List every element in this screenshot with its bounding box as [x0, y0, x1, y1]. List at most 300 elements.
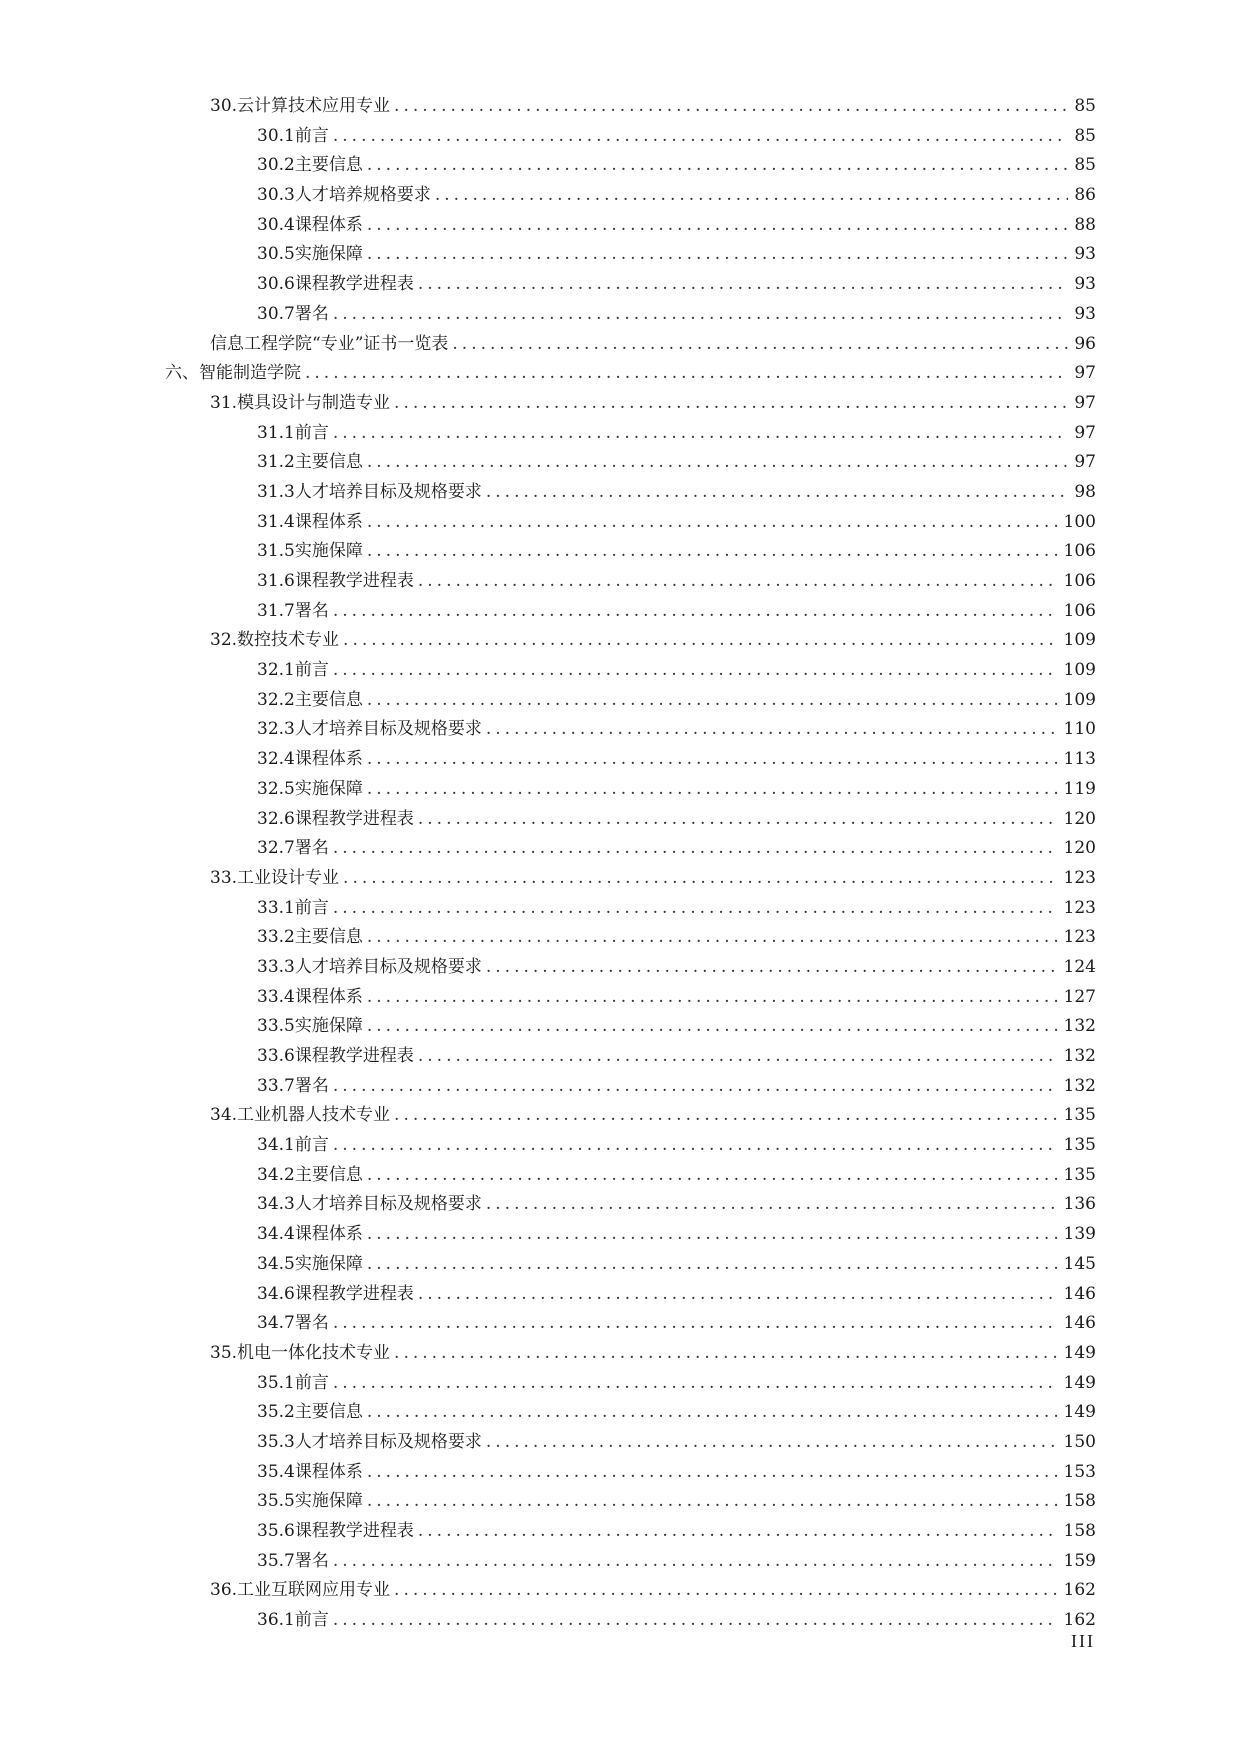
toc-entry-row	[257, 122, 1096, 152]
toc-entry-row	[210, 1576, 1096, 1606]
toc-entry-number: 34.4	[257, 1224, 295, 1245]
toc-entry[interactable]	[0, 537, 1240, 567]
toc-dot-leader	[333, 122, 1069, 152]
toc-entry[interactable]	[0, 656, 1240, 686]
toc-entry[interactable]	[0, 1309, 1240, 1339]
toc-entry-title: 数控技术专业	[237, 630, 340, 651]
toc-entry-row	[257, 1250, 1096, 1280]
toc-entry[interactable]	[0, 864, 1240, 894]
toc-dot-leader	[367, 1220, 1058, 1250]
toc-entry-title: 前言	[294, 1135, 329, 1156]
toc-dot-leader	[486, 953, 1058, 983]
toc-entry-title: 课程体系	[294, 749, 363, 770]
toc-entry-title: 人才培养目标及规格要求	[294, 1194, 482, 1215]
toc-entry-title: 人才培养目标及规格要求	[294, 719, 482, 740]
toc-entry[interactable]	[0, 151, 1240, 181]
toc-entry-page: 146	[1063, 1283, 1096, 1304]
toc-dot-leader	[394, 1101, 1058, 1131]
toc-entry-title: 课程教学进程表	[294, 1046, 414, 1066]
toc-entry-page: 109	[1063, 630, 1096, 651]
toc-entry-number: 30.4	[257, 214, 295, 235]
toc-dot-leader	[367, 508, 1058, 538]
toc-entry-number: 33.6	[257, 1046, 295, 1066]
toc-dot-leader	[367, 1012, 1058, 1042]
toc-entry[interactable]	[0, 300, 1240, 330]
toc-dot-leader	[333, 1369, 1058, 1399]
toc-dot-leader	[418, 1280, 1058, 1310]
toc-entry-page: 136	[1063, 1194, 1096, 1215]
toc-entry[interactable]	[0, 389, 1240, 419]
toc-entry[interactable]	[0, 1042, 1240, 1072]
toc-entry-title: 主要信息	[294, 927, 363, 948]
toc-dot-leader	[333, 1072, 1058, 1102]
toc-entry-row	[210, 1101, 1096, 1131]
toc-entry-row	[257, 1072, 1096, 1102]
toc-entry-row	[257, 478, 1096, 508]
toc-entry-title: 署名	[294, 1075, 329, 1096]
toc-entry-page: 149	[1063, 1402, 1096, 1423]
toc-entry-number: 35.7	[257, 1550, 295, 1571]
toc-entry-row	[257, 953, 1096, 983]
toc-dot-leader	[367, 983, 1058, 1013]
table-of-contents	[0, 92, 1240, 1636]
toc-entry-page: 97	[1074, 363, 1096, 384]
toc-entry[interactable]	[0, 686, 1240, 716]
toc-dot-leader	[367, 1398, 1058, 1428]
toc-entry-number: 32.4	[257, 749, 295, 770]
toc-entry-row	[257, 448, 1096, 478]
toc-entry-number: 32.2	[257, 689, 295, 710]
toc-entry-page: 85	[1074, 96, 1096, 116]
toc-entry-row	[257, 300, 1096, 330]
toc-entry-number: 35.3	[257, 1431, 295, 1452]
toc-entry-page: 162	[1063, 1580, 1096, 1601]
toc-entry-number: 34.6	[257, 1283, 295, 1304]
toc-entry-number: 35.6	[257, 1521, 295, 1541]
toc-entry-page: 159	[1063, 1550, 1096, 1571]
toc-entry-title: 主要信息	[294, 1164, 363, 1185]
toc-entry-number: 33.	[210, 867, 238, 888]
toc-entry-row	[165, 359, 1096, 389]
toc-entry-page: 127	[1063, 986, 1096, 1007]
toc-entry-title: 署名	[294, 600, 329, 621]
toc-entry-page: 85	[1074, 125, 1096, 146]
toc-entry-title: 课程体系	[294, 511, 363, 532]
toc-entry-page: 106	[1063, 541, 1096, 562]
toc-entry-number: 33.5	[257, 1016, 295, 1037]
toc-entry-number: 六、	[165, 363, 199, 384]
toc-entry-number: 32.3	[257, 719, 295, 740]
toc-entry-page: 158	[1063, 1521, 1096, 1541]
page-number-footer: III	[1071, 1631, 1095, 1651]
toc-entry-page: 146	[1063, 1313, 1096, 1334]
toc-dot-leader	[452, 330, 1068, 360]
toc-entry-page: 158	[1063, 1491, 1096, 1512]
toc-entry-row	[257, 419, 1096, 449]
toc-entry-title: 前言	[294, 422, 329, 443]
toc-entry-page: 120	[1063, 838, 1096, 859]
toc-dot-leader	[435, 181, 1069, 211]
toc-entry-page: 93	[1074, 274, 1096, 295]
toc-entry-number: 32.5	[257, 778, 295, 799]
toc-entry-number: 33.4	[257, 986, 295, 1007]
toc-entry-row	[257, 775, 1096, 805]
toc-entry-number: 34.1	[257, 1135, 295, 1156]
toc-entry-number: 31.4	[257, 511, 295, 532]
toc-entry[interactable]	[0, 478, 1240, 508]
toc-entry-page: 135	[1063, 1135, 1096, 1156]
toc-dot-leader	[394, 1576, 1058, 1606]
toc-dot-leader	[333, 1606, 1058, 1636]
toc-entry-page: 132	[1063, 1016, 1096, 1037]
toc-entry[interactable]	[0, 775, 1240, 805]
toc-dot-leader	[333, 597, 1058, 627]
toc-entry-row	[210, 864, 1096, 894]
toc-entry-title: 工业设计专业	[237, 867, 340, 888]
toc-entry-page: 124	[1063, 956, 1096, 977]
toc-entry-row	[257, 211, 1096, 241]
toc-entry-number: 31.1	[257, 422, 295, 443]
toc-entry-title: 实施保障	[294, 541, 363, 562]
toc-entry-row	[257, 1190, 1096, 1220]
toc-entry-page: 86	[1074, 185, 1096, 206]
toc-entry-title: 课程教学进程表	[294, 808, 414, 829]
toc-entry-page: 120	[1063, 808, 1096, 829]
toc-entry-number: 31.5	[257, 541, 295, 562]
toc-entry-page: 93	[1074, 244, 1096, 265]
toc-entry-row	[257, 1012, 1096, 1042]
toc-dot-leader	[418, 1517, 1058, 1547]
toc-entry[interactable]	[0, 508, 1240, 538]
toc-entry-title: 前言	[294, 1372, 329, 1393]
toc-dot-leader	[418, 270, 1069, 300]
toc-entry-number: 33.7	[257, 1075, 295, 1096]
toc-entry[interactable]	[0, 567, 1240, 597]
toc-entry-number: 30.1	[257, 125, 295, 146]
toc-entry-row	[257, 1280, 1096, 1310]
toc-entry-number: 34.3	[257, 1194, 295, 1215]
toc-entry-page: 119	[1063, 778, 1096, 799]
toc-entry[interactable]	[0, 834, 1240, 864]
toc-entry-row	[257, 1042, 1096, 1072]
toc-entry-number: 34.7	[257, 1313, 295, 1334]
toc-entry-row	[257, 567, 1096, 597]
toc-entry-row	[257, 1606, 1096, 1636]
toc-dot-leader	[305, 359, 1068, 389]
toc-entry-row	[257, 1369, 1096, 1399]
toc-dot-leader	[333, 419, 1069, 449]
toc-entry-row	[257, 1428, 1096, 1458]
toc-entry-row	[257, 508, 1096, 538]
toc-dot-leader	[333, 300, 1069, 330]
toc-entry-page: 85	[1074, 155, 1096, 176]
toc-entry[interactable]	[0, 923, 1240, 953]
toc-entry[interactable]	[0, 1606, 1240, 1636]
toc-dot-leader	[367, 1161, 1058, 1191]
toc-entry-row	[210, 389, 1096, 419]
toc-entry-page: 150	[1063, 1431, 1096, 1452]
toc-entry[interactable]	[0, 1547, 1240, 1577]
toc-dot-leader	[367, 1458, 1058, 1488]
toc-entry-number: 34.	[210, 1105, 238, 1126]
toc-entry-title: 署名	[294, 1313, 329, 1334]
toc-entry-row	[210, 1339, 1096, 1369]
toc-entry-title: 工业互联网应用专业	[237, 1580, 391, 1601]
toc-entry-page: 145	[1063, 1253, 1096, 1274]
toc-entry-title: 前言	[294, 125, 329, 146]
toc-entry[interactable]	[0, 92, 1240, 122]
toc-entry-page: 97	[1074, 392, 1096, 413]
toc-entry-number: 36.	[210, 1580, 238, 1601]
toc-dot-leader	[486, 478, 1069, 508]
toc-entry-title: 主要信息	[294, 452, 363, 473]
toc-entry[interactable]	[0, 1487, 1240, 1517]
toc-entry-title: 人才培养规格要求	[294, 185, 431, 206]
toc-entry[interactable]	[0, 1398, 1240, 1428]
toc-entry-row	[257, 240, 1096, 270]
toc-entry-page: 132	[1063, 1046, 1096, 1066]
toc-entry-page: 123	[1063, 867, 1096, 888]
toc-entry-number: 30.7	[257, 303, 295, 324]
toc-entry-number: 32.6	[257, 808, 295, 829]
toc-entry-number: 33.3	[257, 956, 295, 977]
toc-entry[interactable]	[0, 626, 1240, 656]
toc-entry-number: 32.1	[257, 660, 295, 681]
toc-entry-page: 113	[1063, 749, 1096, 770]
toc-dot-leader	[367, 686, 1058, 716]
toc-entry-page: 149	[1063, 1342, 1096, 1363]
toc-entry-title: 主要信息	[294, 155, 363, 176]
toc-entry-number: 36.1	[257, 1610, 295, 1631]
toc-entry-row	[257, 656, 1096, 686]
toc-entry-row	[257, 1131, 1096, 1161]
toc-entry-number: 35.4	[257, 1461, 295, 1482]
toc-entry-row	[257, 1161, 1096, 1191]
toc-entry-row	[257, 805, 1096, 835]
toc-entry-page: 98	[1074, 481, 1096, 502]
toc-dot-leader	[367, 537, 1058, 567]
toc-entry[interactable]	[0, 419, 1240, 449]
toc-entry[interactable]	[0, 359, 1240, 389]
toc-entry[interactable]	[0, 1220, 1240, 1250]
toc-entry-row	[257, 1220, 1096, 1250]
toc-entry-title: 机电一体化技术专业	[237, 1342, 391, 1363]
toc-dot-leader	[367, 151, 1069, 181]
toc-entry-row	[257, 1458, 1096, 1488]
toc-dot-leader	[394, 389, 1068, 419]
toc-entry-number: 35.5	[257, 1491, 295, 1512]
toc-entry-number: 30.2	[257, 155, 295, 176]
toc-entry[interactable]	[0, 1250, 1240, 1280]
toc-entry-page: 153	[1063, 1461, 1096, 1482]
toc-dot-leader	[394, 92, 1068, 122]
toc-entry-row	[210, 330, 1096, 360]
toc-entry-number: 30.	[210, 96, 238, 116]
toc-entry-row	[257, 270, 1096, 300]
toc-entry[interactable]	[0, 745, 1240, 775]
toc-entry-row	[257, 983, 1096, 1013]
toc-entry-title: 课程体系	[294, 986, 363, 1007]
toc-entry-page: 149	[1063, 1372, 1096, 1393]
toc-entry[interactable]	[0, 805, 1240, 835]
toc-entry-number: 33.1	[257, 897, 295, 918]
toc-dot-leader	[343, 626, 1058, 656]
toc-dot-leader	[333, 894, 1058, 924]
toc-dot-leader	[367, 923, 1058, 953]
toc-entry-page: 109	[1063, 660, 1096, 681]
toc-entry[interactable]	[0, 1101, 1240, 1131]
toc-entry-title: 署名	[294, 303, 329, 324]
toc-entry-row	[257, 597, 1096, 627]
toc-entry-title: 署名	[294, 1550, 329, 1571]
toc-entry-page: 110	[1063, 719, 1096, 740]
toc-entry[interactable]	[0, 181, 1240, 211]
toc-entry[interactable]	[0, 1576, 1240, 1606]
toc-entry[interactable]	[0, 270, 1240, 300]
toc-dot-leader	[333, 656, 1058, 686]
toc-dot-leader	[367, 1487, 1058, 1517]
toc-entry-number: 31.7	[257, 600, 295, 621]
toc-entry[interactable]	[0, 1190, 1240, 1220]
toc-entry[interactable]	[0, 953, 1240, 983]
toc-entry-number: 35.	[210, 1342, 238, 1363]
toc-entry-page: 93	[1074, 303, 1096, 324]
toc-dot-leader	[418, 567, 1058, 597]
toc-entry-number: 32.	[210, 630, 238, 651]
toc-entry-number: 31.6	[257, 571, 295, 591]
toc-entry[interactable]	[0, 122, 1240, 152]
toc-entry-title: 课程体系	[294, 1224, 363, 1245]
toc-entry-page: 109	[1063, 689, 1096, 710]
toc-entry-row	[257, 1517, 1096, 1547]
toc-entry-number: 30.3	[257, 185, 295, 206]
toc-dot-leader	[333, 1547, 1058, 1577]
toc-dot-leader	[367, 448, 1069, 478]
toc-entry[interactable]	[0, 1458, 1240, 1488]
toc-entry-title: 课程教学进程表	[294, 1521, 414, 1541]
toc-entry[interactable]	[0, 1072, 1240, 1102]
toc-entry-page: 106	[1063, 571, 1096, 591]
toc-entry[interactable]	[0, 1517, 1240, 1547]
toc-dot-leader	[418, 1042, 1058, 1072]
toc-entry[interactable]	[0, 894, 1240, 924]
toc-entry-number: 35.1	[257, 1372, 295, 1393]
toc-entry[interactable]	[0, 1161, 1240, 1191]
toc-entry-page: 88	[1074, 214, 1096, 235]
toc-entry-page: 97	[1074, 422, 1096, 443]
toc-dot-leader	[486, 715, 1058, 745]
toc-dot-leader	[333, 1131, 1058, 1161]
toc-entry[interactable]	[0, 1012, 1240, 1042]
toc-entry-page: 123	[1063, 897, 1096, 918]
toc-dot-leader	[367, 775, 1058, 805]
toc-entry-row	[210, 92, 1096, 122]
toc-entry[interactable]	[0, 983, 1240, 1013]
toc-entry-title: 前言	[294, 897, 329, 918]
toc-entry[interactable]	[0, 1339, 1240, 1369]
toc-entry[interactable]	[0, 240, 1240, 270]
toc-entry[interactable]	[0, 330, 1240, 360]
toc-entry-title: 课程体系	[294, 214, 363, 235]
toc-entry-row	[257, 686, 1096, 716]
toc-dot-leader	[367, 1250, 1058, 1280]
toc-entry[interactable]	[0, 211, 1240, 241]
toc-entry-page: 97	[1074, 452, 1096, 473]
toc-dot-leader	[333, 834, 1058, 864]
toc-entry-number: 30.6	[257, 274, 295, 295]
toc-entry-row	[257, 537, 1096, 567]
toc-entry-title: 云计算技术应用专业	[237, 96, 391, 116]
toc-entry[interactable]	[0, 1369, 1240, 1399]
toc-entry-number: 34.2	[257, 1164, 295, 1185]
toc-entry-page: 96	[1074, 333, 1096, 354]
toc-dot-leader	[486, 1428, 1058, 1458]
toc-entry[interactable]	[0, 597, 1240, 627]
toc-entry-number: 33.2	[257, 927, 295, 948]
toc-entry-row	[257, 745, 1096, 775]
toc-dot-leader	[333, 1309, 1058, 1339]
toc-entry-number: 32.7	[257, 838, 295, 859]
toc-entry-number: 34.5	[257, 1253, 295, 1274]
toc-entry-title: 实施保障	[294, 1016, 363, 1037]
toc-entry-title: 人才培养目标及规格要求	[294, 481, 482, 502]
toc-entry-number: 31.2	[257, 452, 295, 473]
toc-entry-page: 106	[1063, 600, 1096, 621]
toc-entry-title: 信息工程学院“专业”证书一览表	[210, 333, 449, 354]
toc-entry[interactable]	[0, 1280, 1240, 1310]
toc-entry-page: 162	[1063, 1610, 1096, 1631]
toc-dot-leader	[367, 240, 1069, 270]
toc-entry-title: 课程教学进程表	[294, 1283, 414, 1304]
toc-entry[interactable]	[0, 715, 1240, 745]
toc-entry[interactable]	[0, 1131, 1240, 1161]
toc-entry-title: 智能制造学院	[199, 363, 301, 384]
toc-entry-number: 30.5	[257, 244, 295, 265]
toc-entry-row	[257, 894, 1096, 924]
toc-entry[interactable]	[0, 1428, 1240, 1458]
toc-entry-row	[210, 626, 1096, 656]
toc-entry-page: 135	[1063, 1164, 1096, 1185]
toc-entry-title: 课程教学进程表	[294, 274, 414, 295]
toc-entry[interactable]	[0, 448, 1240, 478]
toc-entry-title: 课程教学进程表	[294, 571, 414, 591]
toc-dot-leader	[367, 211, 1069, 241]
toc-entry-title: 模具设计与制造专业	[237, 392, 391, 413]
toc-entry-page: 100	[1063, 511, 1096, 532]
toc-entry-title: 课程体系	[294, 1461, 363, 1482]
toc-entry-title: 人才培养目标及规格要求	[294, 956, 482, 977]
toc-entry-row	[257, 1309, 1096, 1339]
toc-entry-page: 132	[1063, 1075, 1096, 1096]
toc-entry-page: 139	[1063, 1224, 1096, 1245]
toc-entry-title: 主要信息	[294, 689, 363, 710]
toc-entry-number: 31.3	[257, 481, 295, 502]
toc-entry-number: 31.	[210, 392, 238, 413]
toc-entry-page: 135	[1063, 1105, 1096, 1126]
toc-entry-title: 前言	[294, 660, 329, 681]
toc-entry-title: 实施保障	[294, 1491, 363, 1512]
toc-entry-title: 前言	[294, 1610, 329, 1631]
toc-entry-row	[257, 834, 1096, 864]
toc-entry-row	[257, 181, 1096, 211]
toc-dot-leader	[486, 1190, 1058, 1220]
toc-entry-title: 实施保障	[294, 1253, 363, 1274]
toc-entry-row	[257, 1487, 1096, 1517]
toc-entry-row	[257, 715, 1096, 745]
toc-entry-page: 123	[1063, 927, 1096, 948]
toc-dot-leader	[367, 745, 1058, 775]
toc-entry-row	[257, 151, 1096, 181]
